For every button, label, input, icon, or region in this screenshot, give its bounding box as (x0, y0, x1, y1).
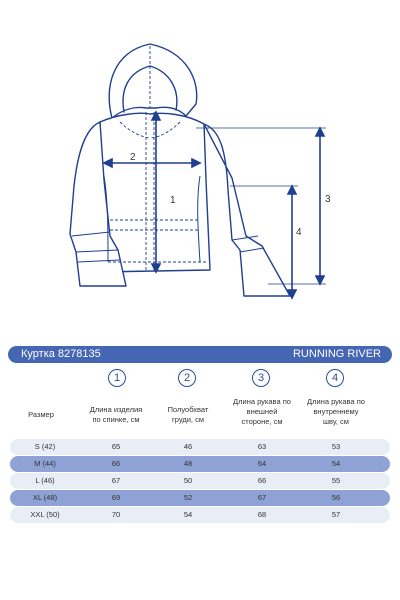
column-number-3: 3 (252, 369, 270, 387)
product-model: Куртка 8278135 (21, 348, 101, 360)
measure-arrow-3-bottom (316, 276, 324, 284)
cell-sleeve-inner: 57 (331, 510, 341, 519)
column-header-sleeve-outer-line: стороне, см (241, 417, 283, 426)
cell-size: M (44) (34, 459, 56, 468)
table-row (10, 473, 390, 489)
cell-size: XL (48) (32, 493, 58, 502)
column-header-sleeve-inner (298, 397, 374, 427)
cell-length: 67 (111, 476, 121, 485)
cell-chest: 50 (183, 476, 193, 485)
column-header-sleeve-outer (224, 397, 300, 427)
column-header-chest-line: груди, см (172, 415, 204, 424)
column-header-chest (152, 405, 224, 425)
column-header-sleeve-inner-line: шву, см (323, 417, 349, 426)
header-bar (8, 346, 392, 363)
hood-outline (109, 44, 197, 118)
cell-size: XXL (50) (30, 510, 60, 519)
table-row (10, 490, 390, 506)
cell-size: L (46) (35, 476, 55, 485)
column-number-2: 2 (178, 369, 196, 387)
cell-length: 65 (111, 442, 121, 451)
measure-arrow-3-top (316, 128, 324, 136)
measure-label-2: 2 (130, 152, 136, 163)
brand-name: RUNNING RIVER (292, 348, 381, 360)
cell-chest: 52 (183, 493, 193, 502)
table-row (10, 456, 390, 472)
measure-label-1: 1 (170, 195, 176, 206)
column-header-chest-line: Полуобхват (167, 405, 209, 414)
cell-sleeve-outer: 63 (257, 442, 267, 451)
cell-sleeve-outer: 64 (257, 459, 267, 468)
column-header-sleeve-inner-line: внутреннему (313, 407, 359, 416)
column-header-length (80, 405, 152, 425)
cell-sleeve-inner: 55 (331, 476, 341, 485)
cell-chest: 46 (183, 442, 193, 451)
cell-sleeve-outer: 67 (257, 493, 267, 502)
cell-length: 66 (111, 459, 121, 468)
measure-arrow-4-bottom (288, 290, 296, 298)
column-header-sleeve-outer-line: Длина рукава по (233, 397, 291, 406)
cell-length: 70 (111, 510, 121, 519)
cell-sleeve-inner: 56 (331, 493, 341, 502)
cell-size: S (42) (34, 442, 56, 451)
table-row (10, 439, 390, 455)
column-header-sleeve-inner-line: Длина рукава по (307, 397, 365, 406)
column-number-1: 1 (108, 369, 126, 387)
cell-sleeve-inner: 54 (331, 459, 341, 468)
cell-chest: 54 (183, 510, 193, 519)
column-header-sleeve-outer-line: внешней (246, 407, 278, 416)
cell-sleeve-outer: 68 (257, 510, 267, 519)
table-row (10, 507, 390, 523)
measure-arrow-4-top (288, 186, 296, 194)
cell-sleeve-inner: 53 (331, 442, 341, 451)
measure-label-3: 3 (325, 194, 331, 205)
cell-sleeve-outer: 66 (257, 476, 267, 485)
cell-length: 69 (111, 493, 121, 502)
right-sleeve-outline (204, 124, 290, 296)
cell-chest: 48 (183, 459, 193, 468)
column-number-4: 4 (326, 369, 344, 387)
column-header-length-line: Длина изделия (89, 405, 143, 414)
size-column-header: Размер (28, 410, 54, 419)
column-header-length-line: по спинке, см (92, 415, 140, 424)
measure-label-4: 4 (296, 227, 302, 238)
